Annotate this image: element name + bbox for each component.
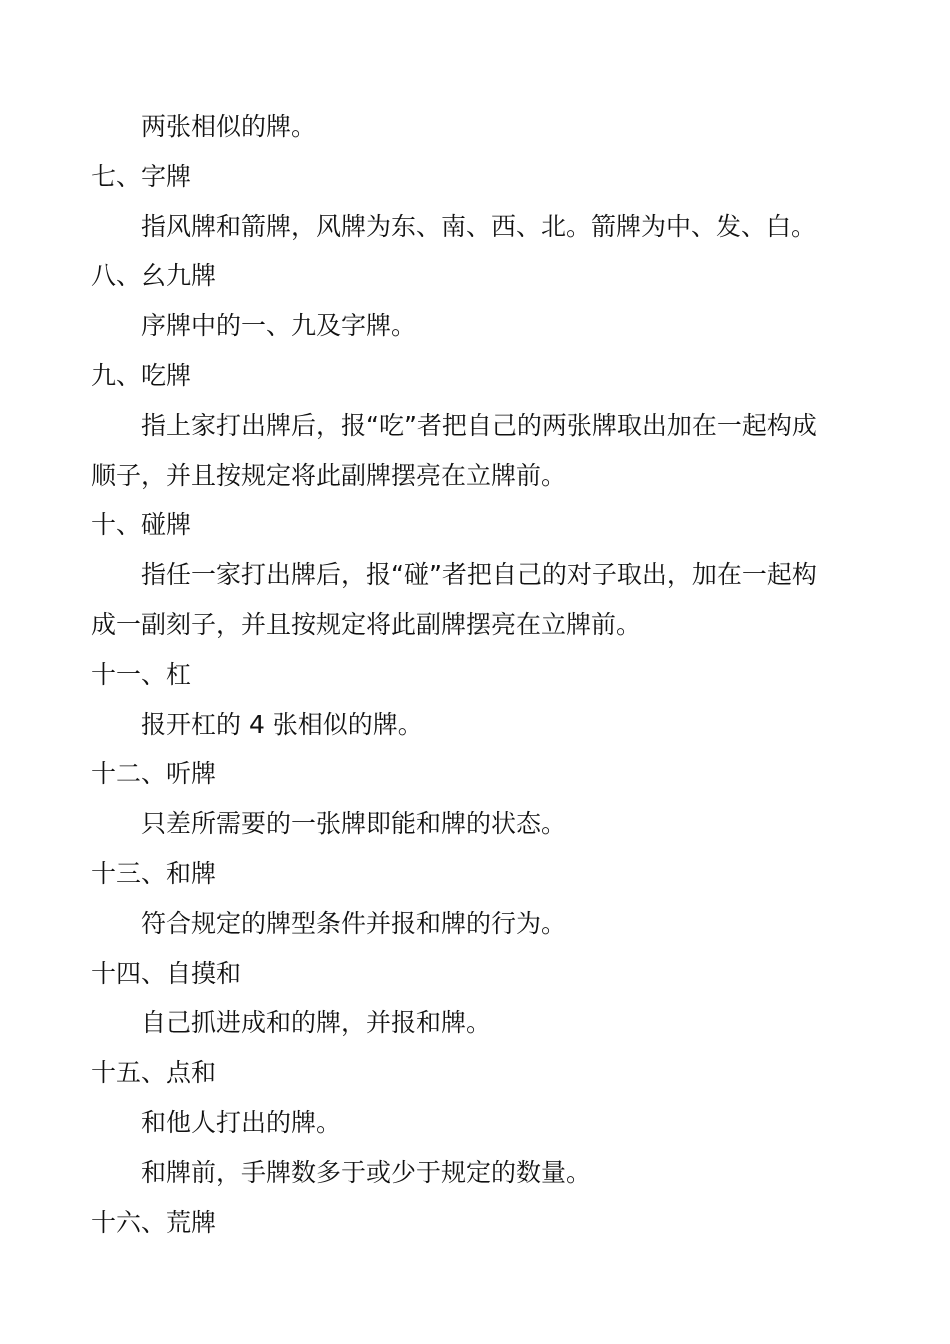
section-heading: 十三、和牌 [91, 858, 217, 888]
section-heading: 八、幺九牌 [91, 261, 217, 291]
body-line: 报开杠的 4 张相似的牌。 [141, 709, 423, 739]
body-line: 序牌中的一、九及字牌。 [141, 311, 417, 341]
body-line: 指上家打出牌后，报“吃”者把自己的两张牌取出加在一起构成 [141, 410, 817, 440]
body-line: 符合规定的牌型条件并报和牌的行为。 [141, 908, 567, 938]
body-line: 指风牌和箭牌，风牌为东、南、西、北。箭牌为中、发、白。 [141, 211, 817, 241]
section-heading: 十、碰牌 [91, 510, 192, 540]
body-line-continued: 顺子，并且按规定将此副牌摆亮在立牌前。 [91, 460, 567, 490]
section-heading: 十四、自摸和 [91, 958, 242, 988]
body-line: 自己抓进成和的牌，并报和牌。 [141, 1008, 492, 1038]
body-line: 和牌前，手牌数多于或少于规定的数量。 [141, 1157, 592, 1187]
body-line: 只差所需要的一张牌即能和牌的状态。 [141, 809, 567, 839]
section-heading: 十六、荒牌 [91, 1207, 217, 1237]
section-heading: 十五、点和 [91, 1058, 217, 1088]
section-heading: 七、字牌 [91, 161, 192, 191]
section-heading: 十一、杠 [91, 659, 192, 689]
body-line: 指任一家打出牌后，报“碰”者把自己的对子取出，加在一起构 [141, 560, 817, 590]
document-body [91, 102, 871, 1247]
section-heading: 九、吃牌 [91, 360, 192, 390]
section-heading: 十二、听牌 [91, 759, 217, 789]
body-line: 和他人打出的牌。 [141, 1107, 342, 1137]
body-line-continued: 成一副刻子，并且按规定将此副牌摆亮在立牌前。 [91, 609, 642, 639]
body-line: 两张相似的牌。 [141, 112, 317, 141]
